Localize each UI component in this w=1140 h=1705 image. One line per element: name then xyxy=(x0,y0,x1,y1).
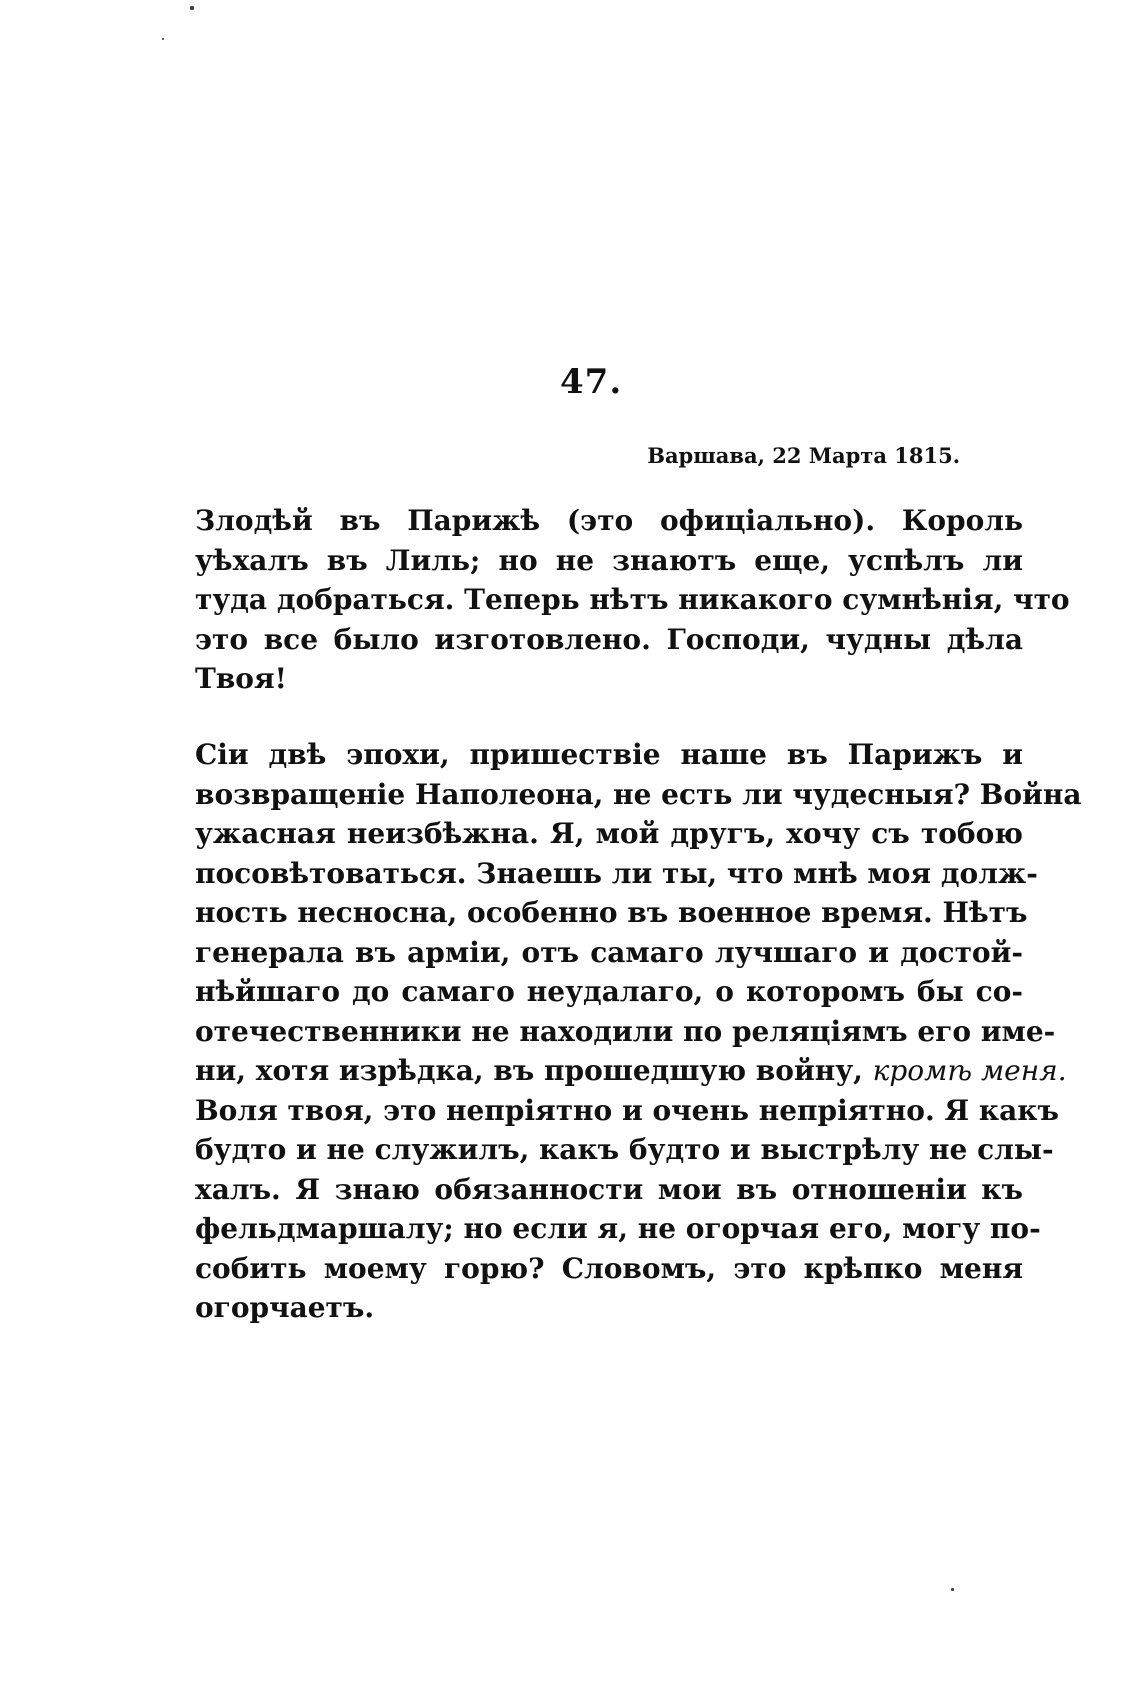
text-line: отечественники не находили по реляціямъ его име- xyxy=(195,1014,1056,1048)
text-line-with-italic xyxy=(195,1051,1067,1091)
text-line: это все было изготовлено. Господи, чудны дѣла xyxy=(195,622,1023,656)
scan-speck xyxy=(951,1588,954,1591)
text-line: Злодѣй въ Парижѣ (это офиціально). Король xyxy=(195,504,1023,537)
paragraph-2 xyxy=(195,735,1082,1328)
text-line: огорчаетъ. xyxy=(195,1291,375,1324)
text-line: собить моему горю? Словомъ, это крѣпко меня xyxy=(195,1251,1023,1285)
italic-phrase: кромѣ меня. xyxy=(872,1054,1067,1087)
text-segment: ни, хотя изрѣдка, въ прошедшую войну, xyxy=(195,1054,863,1087)
text-line: нѣйшаго до самаго неудалаго, о которомъ бы со- xyxy=(195,975,1023,1008)
text-line: возвращеніе Наполеона, не есть ли чудесныя? Война xyxy=(195,777,1082,811)
text-line: будто и не служилъ, какъ будто и выстрѣлу не слы- xyxy=(195,1133,1054,1166)
letter-number: 47. xyxy=(560,362,623,402)
paragraph-1 xyxy=(195,501,1070,699)
text-line: Твоя! xyxy=(195,662,287,695)
text-line: посовѣтоваться. Знаешь ли ты, что мнѣ моя долж- xyxy=(195,856,1038,890)
scan-speck xyxy=(190,6,194,10)
scan-speck xyxy=(162,38,164,40)
text-line: халъ. Я знаю обязанности мои въ отношеніи къ xyxy=(195,1172,1023,1206)
text-line: фельдмаршалу; но если я, не огорчая его, могу по- xyxy=(195,1212,1041,1245)
text-line: уѣхалъ въ Лиль; но не знаютъ еще, успѣлъ ли xyxy=(195,543,1023,577)
text-line: Сіи двѣ эпохи, пришествіе наше въ Парижъ и xyxy=(195,738,1023,771)
dateline: Варшава, 22 Марта 1815. xyxy=(647,443,960,468)
text-line: Воля твоя, это непріятно и очень непріятно. Я какъ xyxy=(195,1093,1059,1127)
text-line: ужасная неизбѣжна. Я, мой другъ, хочу съ тобою xyxy=(195,817,1023,850)
text-line: туда добраться. Теперь нѣтъ никакого сумнѣнія, что xyxy=(195,583,1070,616)
text-line: генерала въ арміи, отъ самаго лучшаго и достой- xyxy=(195,935,1023,969)
text-line: ность несносна, особенно въ военное время. Нѣтъ xyxy=(195,896,1028,929)
